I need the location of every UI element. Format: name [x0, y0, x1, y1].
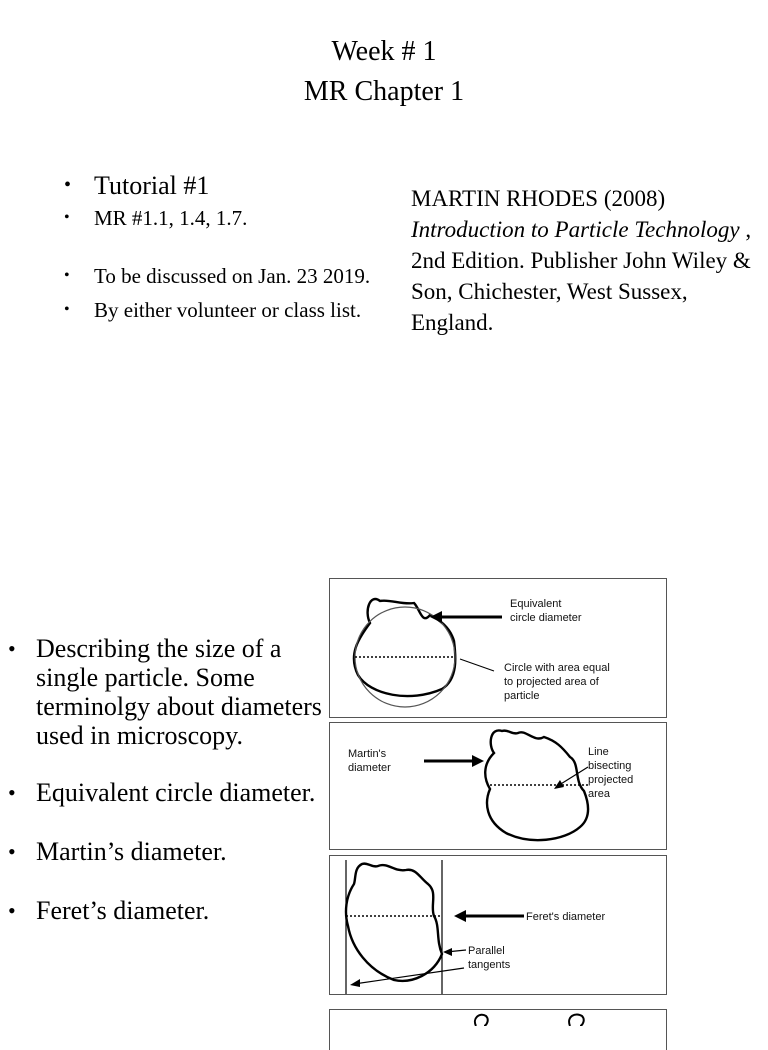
- diameter-item: • Martin’s diameter.: [8, 837, 326, 866]
- diameter-item: • Equivalent circle diameter.: [8, 778, 326, 807]
- note-pointer: [460, 659, 494, 671]
- note-arrowhead: [443, 948, 452, 956]
- page-title-line2: MR Chapter 1: [303, 76, 465, 107]
- panel2-note-line2: bisecting: [588, 760, 632, 772]
- label-arrowhead: [472, 755, 484, 767]
- particle-outline-fragment: [475, 1015, 488, 1026]
- page-title-line1: Week # 1: [331, 36, 437, 67]
- panel2-label-line2: diameter: [348, 762, 391, 774]
- particle-outline-fragment: [569, 1014, 584, 1026]
- panel2-note-line4: area: [588, 788, 611, 800]
- panel2-label-line1: Martin's: [348, 748, 387, 760]
- martins-diameter-diagram: [330, 723, 666, 849]
- panel1-label-line1: Equivalent: [510, 598, 562, 610]
- book-reference: [411, 183, 756, 338]
- label-arrowhead: [430, 611, 442, 623]
- panel3-note-line2: tangents: [468, 959, 511, 971]
- reference-book-title: Introduction to Particle Technology: [411, 217, 740, 242]
- panel1-note-line2: to projected area of: [504, 676, 599, 688]
- panel3-note-line1: Parallel: [468, 945, 505, 957]
- tutorial-item: • By either volunteer or class list.: [64, 297, 384, 323]
- panel3-label: Feret's diameter: [526, 911, 606, 923]
- figure-panel-martins: [329, 722, 667, 850]
- figure-panel-partial: [329, 1009, 667, 1050]
- reference-details: , 2nd Edition. Publisher John Wiley & Son, Chichester, West Sussex, England.: [411, 217, 752, 335]
- note-arrowhead-lower: [350, 979, 360, 987]
- tutorial-list: [64, 170, 384, 331]
- label-arrowhead: [454, 910, 466, 922]
- tutorial-item: • MR #1.1, 1.4, 1.7.: [64, 205, 384, 231]
- panel1-label-line2: circle diameter: [510, 612, 582, 624]
- equivalent-circle-diagram: [330, 579, 666, 717]
- diameter-item: • Describing the size of a single particle. Some terminolgy about diameters used in microscopy.: [8, 634, 326, 750]
- particle-outline: [485, 730, 588, 840]
- tutorial-item: • To be discussed on Jan. 23 2019.: [64, 263, 384, 289]
- reference-author: MARTIN RHODES (2008): [411, 186, 666, 211]
- tutorial-item: • Tutorial #1: [64, 170, 384, 201]
- particle-outline: [346, 864, 442, 981]
- panel1-note-line3: particle: [504, 690, 540, 702]
- diameter-item: • Feret’s diameter.: [8, 896, 326, 925]
- note-pointer-lower: [354, 968, 464, 984]
- figure-panel-ferets: [329, 855, 667, 995]
- ferets-diameter-diagram: [330, 856, 666, 994]
- panel1-note-line1: Circle with area equal: [504, 662, 610, 674]
- panel2-note-line1: Line: [588, 746, 609, 758]
- panel2-note-line3: projected: [588, 774, 634, 786]
- figure-panel-equivalent-circle: [329, 578, 667, 718]
- diameter-list: [8, 634, 326, 925]
